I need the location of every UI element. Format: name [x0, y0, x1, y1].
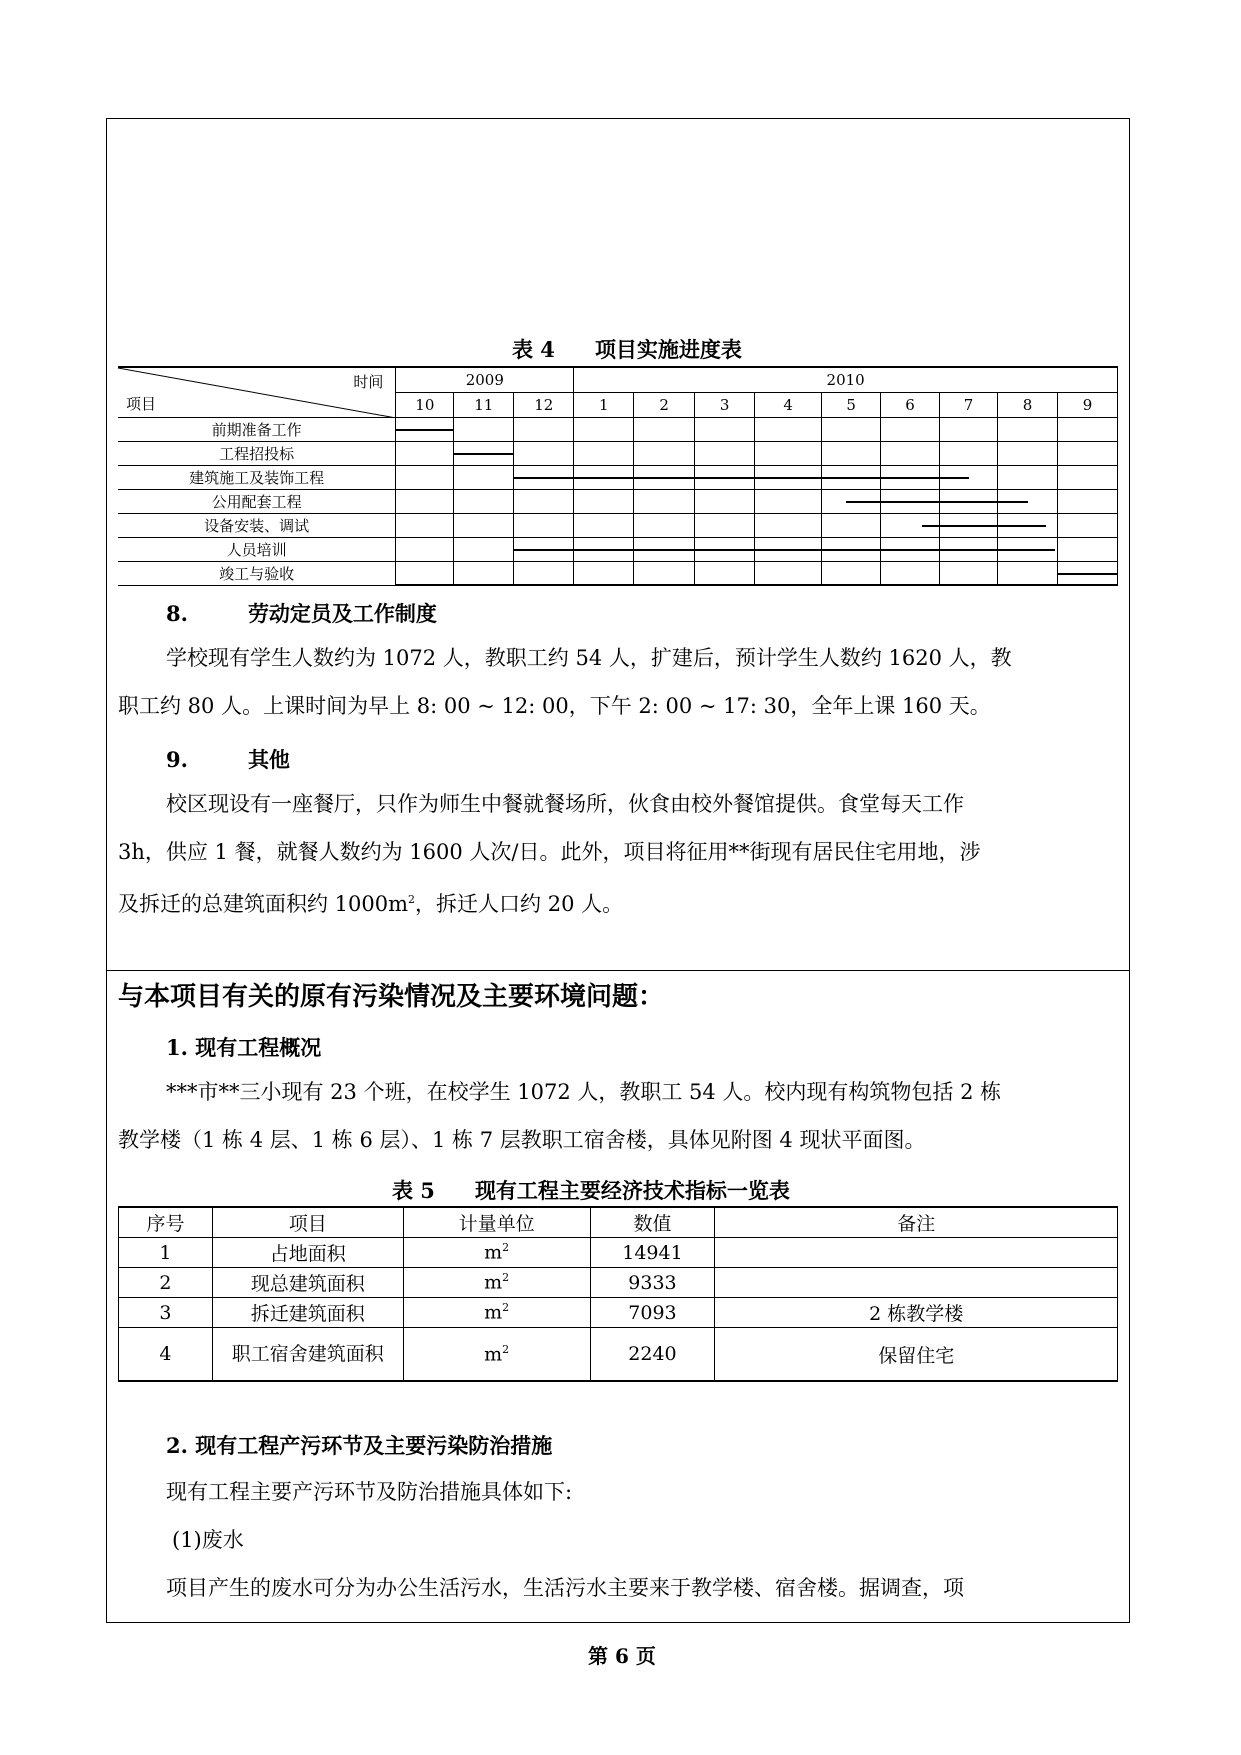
- schedule-bar: [755, 477, 822, 479]
- page-number: 第 6 页: [588, 1644, 656, 1668]
- indicator-header-cell: 项目: [212, 1207, 403, 1238]
- month-cell: 1: [574, 392, 634, 417]
- schedule-cell: [998, 465, 1058, 489]
- schedule-cell: [881, 489, 940, 513]
- schedule-cell: [822, 561, 881, 585]
- indicator-no-cell: 1: [119, 1238, 213, 1268]
- schedule-cell: [822, 513, 881, 537]
- schedule-row-label: 竣工与验收: [118, 561, 396, 585]
- schedule-bar: [822, 477, 881, 479]
- schedule-cell: [634, 465, 695, 489]
- schedule-bar: [881, 501, 940, 503]
- schedule-bar: [998, 525, 1046, 527]
- unit-sup: 2: [502, 1301, 510, 1315]
- unit-text: m: [484, 1301, 503, 1324]
- schedule-cell: [574, 489, 634, 513]
- schedule-bar: [998, 549, 1055, 551]
- schedule-cell: [574, 441, 634, 465]
- schedule-cell: [396, 441, 454, 465]
- schedule-cell: [454, 489, 514, 513]
- month-cell: 5: [822, 392, 881, 417]
- schedule-row-label: 前期准备工作: [118, 417, 396, 441]
- schedule-cell: [998, 441, 1058, 465]
- schedule-cell: [940, 417, 998, 441]
- section9-body: [118, 780, 1118, 928]
- section2-item1: (1)废水: [172, 1528, 244, 1552]
- pollution-body: [118, 1068, 1118, 1164]
- schedule-cell: [514, 465, 574, 489]
- schedule-cell: [514, 441, 574, 465]
- section2-heading: 2. 现有工程产污环节及主要污染防治措施: [166, 1433, 553, 1458]
- schedule-bar: [1058, 573, 1118, 575]
- month-cell: 6: [881, 392, 940, 417]
- schedule-bar: [695, 549, 755, 551]
- indicator-unit-cell: [403, 1268, 590, 1298]
- schedule-cell: [695, 489, 755, 513]
- schedule-cell: [634, 489, 695, 513]
- indicator-note-cell: 2 栋教学楼: [715, 1298, 1118, 1328]
- schedule-cell: [574, 537, 634, 561]
- schedule-cell: [574, 417, 634, 441]
- schedule-bar: [846, 501, 881, 503]
- month-cell: 12: [514, 392, 574, 417]
- indicator-header-cell: 数值: [590, 1207, 715, 1238]
- schedule-cell: [822, 537, 881, 561]
- schedule-cell: [514, 489, 574, 513]
- schedule-cell: [881, 441, 940, 465]
- unit-sup: 2: [502, 1241, 510, 1255]
- indicator-header-cell: 备注: [715, 1207, 1118, 1238]
- schedule-bar: [940, 501, 998, 503]
- schedule-cell: [454, 441, 514, 465]
- indicator-header-cell: 计量单位: [403, 1207, 590, 1238]
- schedule-cell: [695, 561, 755, 585]
- schedule-row: [118, 561, 1118, 585]
- section9-title: 其他: [247, 747, 290, 772]
- schedule-cell: [454, 417, 514, 441]
- year-2010: 2010: [574, 367, 1118, 392]
- schedule-cell: [755, 513, 822, 537]
- schedule-cell: [755, 441, 822, 465]
- unit-sup: 2: [502, 1271, 510, 1285]
- indicator-no-cell: 3: [119, 1298, 213, 1328]
- table5-caption: [392, 1175, 790, 1205]
- indicator-unit-cell: [403, 1298, 590, 1328]
- pollution-sub1: 1. 现有工程概况: [166, 1035, 322, 1060]
- indicator-value-cell: 9333: [590, 1268, 715, 1298]
- schedule-cell: [634, 561, 695, 585]
- section2-intro: 现有工程主要产污环节及防治措施具体如下:: [166, 1480, 573, 1504]
- indicator-value-cell: 2240: [590, 1328, 715, 1382]
- table4-caption: [512, 334, 742, 364]
- schedule-cell: [634, 417, 695, 441]
- schedule-cell: [514, 561, 574, 585]
- schedule-bar: [634, 549, 695, 551]
- schedule-row: [118, 441, 1118, 465]
- schedule-bar: [695, 477, 755, 479]
- indicator-note-cell: [715, 1268, 1118, 1298]
- section9-line3-a: 及拆迁的总建筑面积约 1000m: [118, 892, 409, 916]
- schedule-cell: [755, 465, 822, 489]
- schedule-cell: [514, 537, 574, 561]
- month-cell: 10: [396, 392, 454, 417]
- month-cell: 2: [634, 392, 695, 417]
- section8-heading: [166, 598, 437, 628]
- corner-item-label: 项目: [126, 394, 157, 413]
- indicator-note-cell: [715, 1238, 1118, 1268]
- month-cell: 4: [755, 392, 822, 417]
- month-cell: 7: [940, 392, 998, 417]
- schedule-bar: [822, 549, 881, 551]
- indicator-note-cell: 保留住宅: [715, 1328, 1118, 1382]
- unit-text: m: [484, 1241, 503, 1264]
- schedule-cell: [514, 417, 574, 441]
- indicator-item-cell: 占地面积: [212, 1238, 403, 1268]
- indicator-item-cell: 拆迁建筑面积: [212, 1298, 403, 1328]
- month-cell: 8: [998, 392, 1058, 417]
- schedule-row: [118, 465, 1118, 489]
- schedule-cell: [1057, 489, 1117, 513]
- unit-text: m: [484, 1343, 503, 1366]
- indicator-table: [118, 1206, 1118, 1382]
- indicator-header-row: [119, 1207, 1118, 1238]
- section9-line1: 校区现设有一座餐厅，只作为师生中餐就餐场所，伙食由校外餐馆提供。食堂每天工作: [166, 792, 964, 816]
- indicator-no-cell: 2: [119, 1268, 213, 1298]
- table5-caption-title: 现有工程主要经济技术指标一览表: [474, 1178, 790, 1203]
- schedule-cell: [454, 561, 514, 585]
- schedule-cell: [881, 537, 940, 561]
- schedule-cell: [454, 465, 514, 489]
- schedule-cell: [634, 513, 695, 537]
- schedule-cell: [396, 489, 454, 513]
- corner-time-label: 时间: [353, 373, 384, 391]
- section8-body: [118, 634, 1118, 730]
- schedule-cell: [822, 465, 881, 489]
- schedule-cell: [695, 537, 755, 561]
- schedule-cell: [1057, 465, 1117, 489]
- schedule-cell: [574, 465, 634, 489]
- schedule-cell: [822, 441, 881, 465]
- schedule-bar: [396, 429, 454, 431]
- schedule-bar: [514, 549, 574, 551]
- schedule-cell: [822, 417, 881, 441]
- indicator-unit-cell: [403, 1238, 590, 1268]
- month-cell: 11: [454, 392, 514, 417]
- pollution-line2: 教学楼（1 栋 4 层、1 栋 6 层）、1 栋 7 层教职工宿舍楼，具体见附图 4 现状平面图。: [118, 1128, 926, 1152]
- indicator-row: [119, 1238, 1118, 1268]
- indicator-item-cell: 现总建筑面积: [212, 1268, 403, 1298]
- schedule-cell: [396, 513, 454, 537]
- schedule-cell: [634, 441, 695, 465]
- month-cell: 9: [1057, 392, 1117, 417]
- schedule-row: [118, 537, 1118, 561]
- schedule-cell: [940, 465, 998, 489]
- indicator-row: [119, 1328, 1118, 1382]
- schedule-bar: [881, 477, 940, 479]
- section-divider: [106, 970, 1130, 971]
- schedule-row-label: 建筑施工及装饰工程: [118, 465, 396, 489]
- indicator-row: [119, 1298, 1118, 1328]
- schedule-cell: [755, 537, 822, 561]
- year-2009: 2009: [396, 367, 574, 392]
- schedule-bar: [574, 477, 634, 479]
- schedule-cell: [634, 537, 695, 561]
- section9-line3-sup: 2: [408, 893, 416, 906]
- schedule-row: [118, 417, 1118, 441]
- pollution-heading: 与本项目有关的原有污染情况及主要环境问题：: [118, 982, 665, 1012]
- schedule-bar: [881, 549, 940, 551]
- schedule-row: [118, 489, 1118, 513]
- section8-line1: 学校现有学生人数约为 1072 人，教职工约 54 人，扩建后，预计学生人数约 1620 人，教: [166, 646, 1012, 670]
- section9-heading: [166, 744, 290, 774]
- schedule-cell: [755, 489, 822, 513]
- schedule-cell: [695, 441, 755, 465]
- schedule-cell: [998, 513, 1058, 537]
- schedule-cell: [998, 417, 1058, 441]
- schedule-cell: [822, 489, 881, 513]
- section8-line2: 职工约 80 人。上课时间为早上 8: 00 ~ 12: 00，下午 2: 00 ~ 17: 30，全年上课 160 天。: [118, 694, 991, 718]
- indicator-row: [119, 1268, 1118, 1298]
- schedule-bar: [940, 549, 998, 551]
- schedule-cell: [514, 513, 574, 537]
- schedule-bar: [998, 501, 1028, 503]
- schedule-cell: [396, 465, 454, 489]
- unit-sup: 2: [502, 1342, 510, 1356]
- section8-title: 劳动定员及工作制度: [247, 601, 437, 626]
- schedule-cell: [881, 417, 940, 441]
- schedule-cell: [998, 537, 1058, 561]
- schedule-cell: [1057, 561, 1117, 585]
- section9-number: 9.: [166, 747, 188, 772]
- schedule-cell: [998, 561, 1058, 585]
- schedule-row: [118, 513, 1118, 537]
- schedule-bar: [940, 477, 969, 479]
- section9-line3-b: ，拆迁人口约 20 人。: [415, 892, 624, 916]
- schedule-cell: [1057, 441, 1117, 465]
- schedule-row-label: 人员培训: [118, 537, 396, 561]
- section8-number: 8.: [166, 601, 188, 626]
- schedule-bar: [940, 525, 998, 527]
- schedule-row-label: 公用配套工程: [118, 489, 396, 513]
- pollution-line1: ***市**三小现有 23 个班，在校学生 1072 人，教职工 54 人。校内现有构筑物包括 2 栋: [166, 1080, 1002, 1104]
- unit-text: m: [484, 1271, 503, 1294]
- schedule-cell: [574, 513, 634, 537]
- schedule-table: [118, 366, 1118, 586]
- schedule-cell: [1057, 417, 1117, 441]
- indicator-header-cell: 序号: [119, 1207, 213, 1238]
- schedule-cell: [940, 513, 998, 537]
- schedule-cell: [396, 417, 454, 441]
- month-cell: 3: [695, 392, 755, 417]
- schedule-cell: [574, 561, 634, 585]
- table5-caption-number: 表 5: [392, 1178, 435, 1203]
- indicator-no-cell: 4: [119, 1328, 213, 1382]
- schedule-cell: [755, 417, 822, 441]
- schedule-cell: [940, 441, 998, 465]
- indicator-value-cell: 7093: [590, 1298, 715, 1328]
- schedule-cell: [881, 561, 940, 585]
- schedule-cell: [396, 537, 454, 561]
- table4-caption-number: 表 4: [512, 337, 555, 362]
- indicator-value-cell: 14941: [590, 1238, 715, 1268]
- schedule-bar: [922, 525, 940, 527]
- schedule-bar: [514, 477, 574, 479]
- schedule-cell: [1057, 537, 1117, 561]
- schedule-bar: [755, 549, 822, 551]
- schedule-cell: [396, 561, 454, 585]
- schedule-bar: [454, 453, 514, 455]
- schedule-bar: [574, 549, 634, 551]
- schedule-cell: [881, 513, 940, 537]
- schedule-corner-cell: [118, 367, 396, 417]
- schedule-cell: [1057, 513, 1117, 537]
- schedule-cell: [454, 537, 514, 561]
- schedule-cell: [755, 561, 822, 585]
- schedule-cell: [454, 513, 514, 537]
- schedule-cell: [695, 465, 755, 489]
- schedule-cell: [940, 489, 998, 513]
- indicator-item-cell: 职工宿舍建筑面积: [212, 1328, 403, 1382]
- schedule-cell: [940, 537, 998, 561]
- section9-line2: 3h，供应 1 餐，就餐人数约为 1600 人次/日。此外，项目将征用**街现有居民住宅用地，涉: [118, 840, 981, 864]
- section2-paragraph: 项目产生的废水可分为办公生活污水，生活污水主要来于教学楼、宿舍楼。据调查，项: [166, 1576, 964, 1600]
- schedule-bar: [634, 477, 695, 479]
- section9-line3: [118, 876, 1118, 928]
- schedule-rows: [118, 417, 1118, 585]
- schedule-cell: [998, 489, 1058, 513]
- schedule-row-label: 设备安装、调试: [118, 513, 396, 537]
- schedule-cell: [940, 561, 998, 585]
- schedule-cell: [695, 513, 755, 537]
- schedule-row-label: 工程招投标: [118, 441, 396, 465]
- indicator-unit-cell: [403, 1328, 590, 1382]
- schedule-cell: [881, 465, 940, 489]
- schedule-cell: [695, 417, 755, 441]
- table4-caption-title: 项目实施进度表: [594, 337, 742, 362]
